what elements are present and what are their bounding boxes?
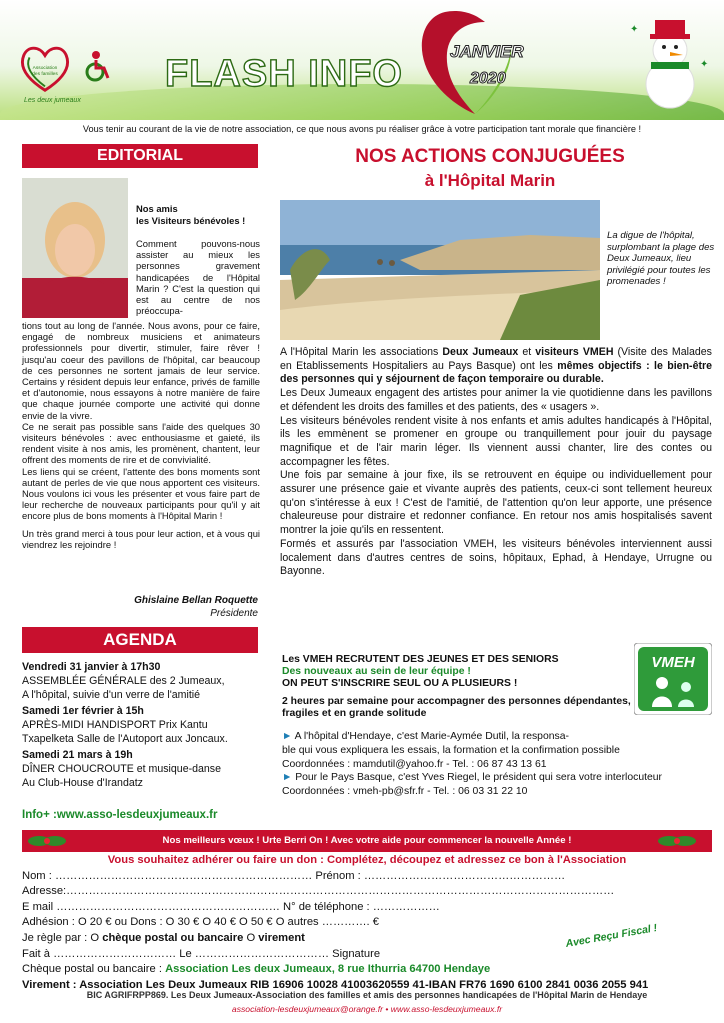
contact-email-1[interactable]: Coordonnées : mamdutil@yahoo.fr - Tel. : 06 87 43 13 61 <box>282 758 547 770</box>
agenda-event <box>22 748 258 790</box>
email-phone-fields[interactable]: E mail …………………………………………………… N° de téléphone : ……………… <box>22 900 440 913</box>
event-line: A l'hôpital, suivie d'un verre de l'amitié <box>22 689 201 701</box>
recruit-title: Les VMEH RECRUTENT DES JEUNES ET DES SENIORS <box>282 654 559 665</box>
event-line: ASSEMBLÉE GÉNÉRALE des 2 Jumeaux, <box>22 675 225 687</box>
editorial-signature: Ghislaine Bellan Roquette <box>134 595 258 606</box>
page-title: FLASH INFO <box>165 53 403 95</box>
editorial-heading: EDITORIAL <box>22 144 258 168</box>
bic-line: BIC AGRIFRPP869. Les Deux Jumeaux-Association des familles et amis des personnes handicapées de l'Hôpital Marin de Hendaye <box>86 990 648 1000</box>
agenda-event <box>22 660 258 702</box>
event-date: Vendredi 31 janvier à 17h30 <box>22 661 161 673</box>
vmeh-contacts <box>282 730 712 799</box>
membership-form <box>22 853 712 993</box>
red-heart-icon <box>415 8 515 116</box>
payment-options[interactable]: Je règle par : O chèque postal ou bancaire O virement <box>22 931 305 944</box>
actions-title: NOS ACTIONS CONJUGUÉES <box>355 146 625 167</box>
contact-email-2[interactable]: Coordonnées : vmeh-pb@sfr.fr - Tel. : 06 03 31 22 10 <box>282 786 528 798</box>
association-logo-icon <box>16 40 74 98</box>
editorial-greeting-2: les Visiteurs bénévoles ! <box>136 215 246 226</box>
tax-receipt-note: Avec Reçu Fiscal ! <box>564 922 659 950</box>
actions-paragraph: Une fois par semaine à jour fixe, ils se retrouvent en équipe ou individuellement pour assurer une présence gaie et vivante auprès des patients, ceux-ci sont tellement heureux qu'on s'intéresse à eux ! C'est de l'amitié, de l'attention qu'on leur apporte, une présence chaleureuse pour distraire et redonner confiance. En retour nos amis hospitalisés savent montrer la joie qu'ils en ressentent. <box>280 469 712 537</box>
actions-subtitle: à l'Hôpital Marin <box>424 171 556 190</box>
event-line: Txapelketa Salle de l'Autoport aux Joncaux. <box>22 733 228 745</box>
arrow-right-icon: ► <box>282 772 293 784</box>
name-fields[interactable]: Nom : …………………………………………………………… Prénom : ……………………………………………… <box>22 869 566 882</box>
holly-icon <box>27 834 67 848</box>
event-line: APRÈS-MIDI HANDISPORT Prix Kantu <box>22 719 208 731</box>
agenda-event <box>22 704 258 746</box>
editorial-paragraph: tions tout au long de l'année. Nous avons, pour ce faire, engagé de nombreux musiciens et animateurs professionnels pour divertir, stimuler, faire rêver ! jusqu'au coeur des pavillons de l'hôpital, car beaucoup de ces personnes ne sortent jamais de leur service. Certains y résident depuis leur enfance, privés de famille et d'autonomie, nous essayons à notre manière de faire que chaque journée comporte une activité qui donne envie de la vivre. <box>22 320 260 421</box>
holly-icon <box>657 834 697 848</box>
editorial-paragraph: Ce ne serait pas possible sans l'aide des quelques 30 visiteurs bénévoles : avec enthousiasme et gaieté, ils rendent visite à nos amis, les promènent, chantent, leur offrent des moments de rire et de convivialité. <box>22 420 260 466</box>
editorial-greeting-1: Nos amis <box>136 203 178 214</box>
photo-caption: La digue de l'hôpital, surplombant la plage des Deux Jumeaux, lieu privilégié pour toutes les promenades ! <box>607 230 715 288</box>
recruit-desc: 2 heures par semaine pour accompagner des personnes dépendantes, fragiles et en grande solitude <box>282 696 631 719</box>
beach-photo <box>280 200 600 340</box>
cheque-address: Chèque postal ou bancaire : Association Les deux Jumeaux, 8 rue Ithurria 64700 Hendaye <box>22 963 491 976</box>
actions-paragraph: Formés et assurés par l'association VMEH, les visiteurs bénévoles interviennent aussi localement dans d'autres centres de soins, hôpitaux, Ephad, à Hendaye, Urrugne ou Bayonne. <box>280 537 712 578</box>
vmeh-recruit <box>282 654 632 720</box>
arrow-right-icon: ► <box>282 731 293 742</box>
editorial-role: Présidente <box>210 608 258 619</box>
address-field[interactable]: Adresse:………………………………………………………………………………………………………………………………… <box>22 885 615 898</box>
editorial-paragraph: Les liens qui se créent, l'attente des bons moments sont autant de perles de vie que nous apportent ces visiteurs. Nous voulons ici vous les présenter et vous faire part de leur recherche de nouveaux participants pour qu'il y ait encore plus de bons moments à l'Hôpital Marin ! <box>22 465 260 522</box>
event-line: DÎNER CHOUCROUTE et musique-danse <box>22 763 221 775</box>
editorial-body <box>22 320 260 550</box>
svg-text:des familles: des familles <box>32 71 58 77</box>
greetings-banner: Nos meilleurs vœux ! Urte Berri On ! Avec votre aide pour commencer la nouvelle Année ! <box>22 830 712 852</box>
website-link[interactable]: Info+ :www.asso-lesdeuxjumeaux.fr <box>22 809 218 821</box>
editorial-paragraph: Un très grand merci à tous pour leur action, et à vous qui viendrez les rejoindre ! <box>22 527 260 550</box>
actions-body <box>280 346 712 579</box>
issue-month: JANVIER <box>450 42 524 61</box>
footer-contacts[interactable]: association-lesdeuxjumeaux@orange.fr • www.asso-lesdeuxjumeaux.fr <box>231 1004 503 1014</box>
svg-text:✦: ✦ <box>700 59 709 70</box>
membership-options[interactable]: Adhésion : O 20 € ou Dons : O 30 € O 40 € O 50 € O autres …………. € <box>22 916 379 929</box>
wheelchair-icon <box>84 50 110 82</box>
editorial-col-text: Comment pouvons-nous assister au mieux les personnes gravement handicapées de l'Hôpital Marin ? C'est la question qui est au centre de nos préoccupa- <box>136 238 260 317</box>
bank-details: Virement : Association Les Deux Jumeaux RIB 16906 10028 41003620559 41-IBAN FR76 1690 6100 2841 0036 2055 941 <box>22 978 649 991</box>
signature-line[interactable]: Fait à …………………………… Le ……………………………… Signature <box>22 947 381 960</box>
form-title: Vous souhaitez adhérer ou faire un don : Complétez, découpez et adressez ce bon à l'Association <box>107 854 627 866</box>
actions-paragraph: A l'Hôpital Marin les associations Deux Jumeaux et visiteurs VMEH (Visite des Malades en Etablissements Hospitaliers au Pays Basque) ont les mêmes objectifs : le bien-être des personnes qui y séjournent de façon temporaire ou durable. <box>280 346 712 386</box>
contact-line: ► A l'hôpital d'Hendaye, c'est Marie-Aymée Dutil, la responsa- <box>282 731 569 742</box>
president-photo <box>22 178 128 318</box>
snowman-icon <box>625 12 715 112</box>
tagline: Vous tenir au courant de la vie de notre association, ce que nous avons pu réaliser grâce à votre participation tant morale que financière ! <box>82 124 642 134</box>
actions-paragraph: Les Deux Jumeaux engagent des artistes pour animer la vie quotidienne dans les pavillons et défendent les droits des familles et des patients, des « usagers ». <box>280 387 712 413</box>
recruit-subtitle: Des nouveaux au sein de leur équipe ! <box>282 666 471 677</box>
actions-paragraph: Les visiteurs bénévoles rendent visite à nos enfants et amis adultes handicapés à l'Hôpital, ils les emmènent se promener en groupe ou tranquillement pour jouir du paysage magnifique et de l'air marin léger. Ils viennent aussi chanter, lire des contes ou accompagner les fêtes. <box>280 414 712 468</box>
agenda-heading: AGENDA <box>22 627 258 653</box>
svg-text:Association: Association <box>32 66 58 71</box>
vmeh-logo-icon <box>634 643 712 715</box>
contact-line: ► Pour le Pays Basque, c'est Yves Riegel, le président qui sera votre interlocuteur <box>282 772 663 784</box>
vmeh-logo-text: VMEH <box>651 654 695 671</box>
agenda-list <box>22 660 258 790</box>
issue-year: 2020 <box>470 70 506 87</box>
logo-subtitle: Les deux jumeaux <box>24 97 81 104</box>
event-date: Samedi 21 mars à 19h <box>22 749 133 761</box>
recruit-cta: ON PEUT S'INSCRIRE SEUL OU A PLUSIEURS ! <box>282 678 518 689</box>
svg-text:✦: ✦ <box>630 24 639 35</box>
event-line: Au Club-House d'Irandatz <box>22 777 143 789</box>
contact-line: ble qui vous expliquera les essais, la formation et la confirmation possible <box>282 744 620 756</box>
event-date: Samedi 1er février à 15h <box>22 705 144 717</box>
